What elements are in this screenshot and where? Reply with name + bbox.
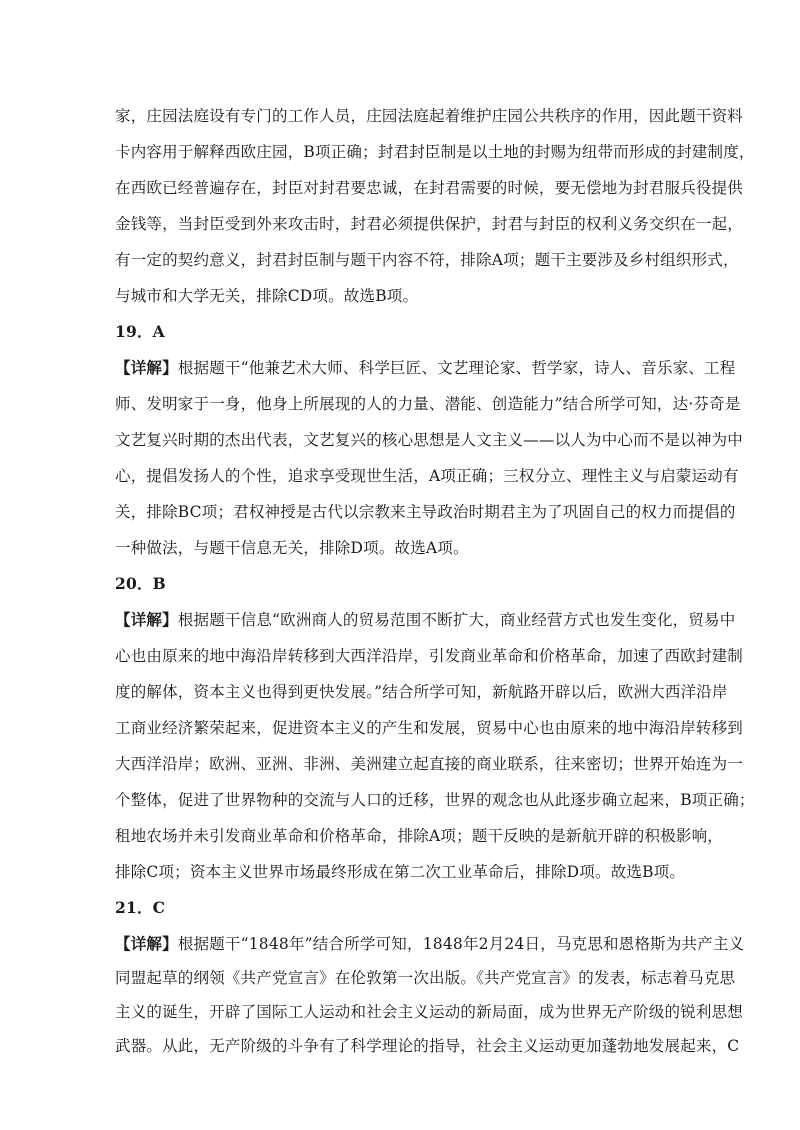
- paragraph-line: 金钱等，当封臣受到外来攻击时，封君必须提供保护，封君与封臣的权利义务交织在一起，: [115, 215, 744, 233]
- paragraph-line: [115, 934, 744, 954]
- paragraph-line: 师、发明家于一身，他身上所展现的人的力量、潜能、创造能力”结合所学可知，达·芬奇是: [115, 395, 741, 413]
- paragraph-line: 一种做法，与题干信息无关，排除D项。故选A项。: [115, 539, 469, 557]
- paragraph-line: 文艺复兴时期的杰出代表，文艺复兴的核心思想是人文主义——以人为中心而不是以神为中: [115, 431, 744, 449]
- paragraph-line: 有一定的契约意义，封君封臣制与题干内容不符，排除A项；题干主要涉及乡村组织形式，: [115, 251, 739, 269]
- paragraph-line: 在西欧已经普遍存在，封臣对封君要忠诚，在封君需要的时候，要无偿地为封君服兵役提供: [115, 179, 744, 197]
- paragraph-text: 根据题干“他兼艺术大师、科学巨匠、文艺理论家、哲学家，诗人、音乐家、工程: [177, 359, 736, 377]
- question-number: 20．B: [115, 574, 166, 593]
- paragraph-line: 大西洋沿岸；欧洲、亚洲、非洲、美洲建立起直接的商业联系，往来密切；世界开始连为一: [115, 755, 744, 773]
- paragraph-line: 个整体，促进了世界物种的交流与人口的迁移，世界的观念也从此逐步确立起来，B项正确；: [115, 791, 755, 809]
- paragraph-line: 同盟起草的纲领《共产党宣言》在伦敦第一次出版。《共产党宣言》的发表，标志着马克思: [115, 969, 736, 987]
- question-number: 21．C: [115, 898, 166, 917]
- paragraph-line: [115, 610, 735, 630]
- detail-tag: 【详解】: [115, 358, 178, 377]
- question-number: 19．A: [115, 322, 165, 341]
- detail-tag: 【详解】: [115, 610, 178, 629]
- paragraph-line: [115, 358, 735, 378]
- paragraph-line: 排除C项；资本主义世界市场最终形成在第二次工业革命后，排除D项。故选B项。: [115, 863, 686, 881]
- paragraph-line: 武器。从此，无产阶级的斗争有了科学理论的指导，社会主义运动更加蓬勃地发展起来，C: [115, 1037, 740, 1055]
- paragraph-line: 心，提倡发扬人的个性，追求享受现世生活，A项正确；三权分立、理性主义与启蒙运动有: [115, 467, 739, 485]
- paragraph-line: 家，庄园法庭设有专门的工作人员，庄园法庭起着维护庄园公共秩序的作用，因此题干资料: [115, 107, 744, 125]
- paragraph-line: 主义的诞生，开辟了国际工人运动和社会主义运动的新局面，成为世界无产阶级的锐利思想: [115, 1003, 744, 1021]
- paragraph-text: 根据题干“1848年”结合所学可知，1848年2月24日，马克思和恩格斯为共产主义: [177, 935, 745, 953]
- paragraph-line: 与城市和大学无关，排除CD项。故选B项。: [115, 287, 419, 305]
- paragraph-line: 租地农场并未引发商业革命和价格革命，排除A项；题干反映的是新航开辟的积极影响，: [115, 827, 723, 845]
- paragraph-line: 关，排除BC项；君权神授是古代以宗教来主导政治时期君主为了巩固自己的权力而提倡的: [115, 503, 736, 521]
- paragraph-text: 根据题干信息“欧洲商人的贸易范围不断扩大，商业经营方式也发生变化，贸易中: [177, 611, 736, 629]
- paragraph-line: 工商业经济繁荣起来，促进资本主义的产生和发展，贸易中心也由原来的地中海沿岸转移到: [115, 719, 744, 737]
- paragraph-line: 卡内容用于解释西欧庄园，B项正确；封君封臣制是以土地的封赐为纽带而形成的封建制度，: [115, 143, 755, 161]
- paragraph-line: 度的解体，资本主义也得到更快发展。”结合所学可知，新航路开辟以后，欧洲大西洋沿岸: [115, 683, 728, 701]
- paragraph-line: 心也由原来的地中海沿岸转移到大西洋沿岸，引发商业革命和价格革命，加速了西欧封建制: [115, 647, 744, 665]
- detail-tag: 【详解】: [115, 934, 178, 953]
